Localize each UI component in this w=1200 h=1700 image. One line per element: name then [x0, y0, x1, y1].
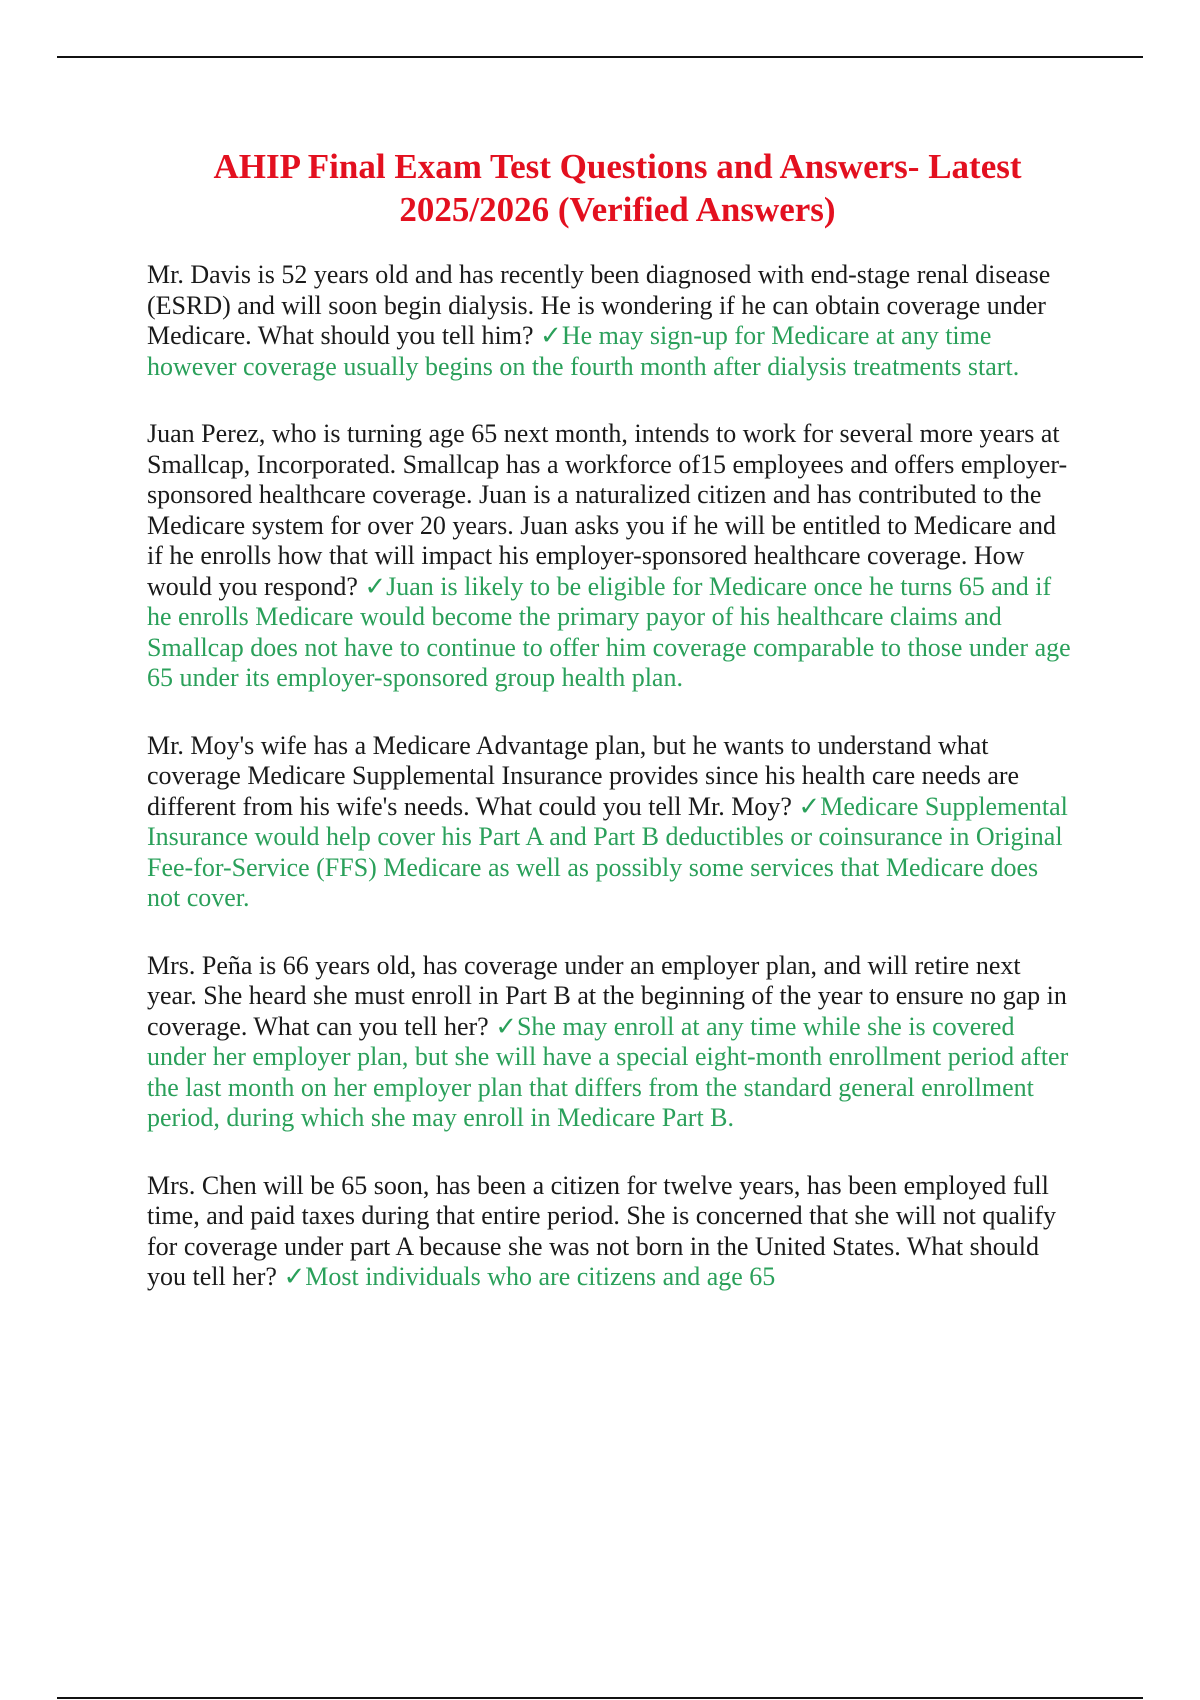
question-text: Mrs. Peña is 66 years old, has coverage under an employer plan, and will retire next year. She heard she must enroll in Part B at the beginning of the year to ensure no gap in coverage. What can you tell her? [147, 950, 1067, 1041]
question-text: Juan Perez, who is turning age 65 next month, intends to work for several more years at Smallcap, Incorporated. Smallcap has a workforce of15 employees and offers employer-sponsored healthcare coverage. Juan is a naturalized citizen and has contributed to the Medicare system for over 20 years. Juan asks you if he will be entitled to Medicare and if he enrolls how that will impact his employer-sponsored healthcare coverage. How would you respond? [147, 419, 1068, 601]
qa-item-davis [147, 260, 1072, 382]
answer-text: ✓Most individuals who are citizens and age 65 [283, 1262, 776, 1291]
answer-text: ✓He may sign-up for Medicare at any time however coverage usually begins on the fourth month after dialysis treatments start. [147, 321, 1020, 381]
bottom-rule [57, 1697, 1143, 1699]
qa-item-pena [147, 951, 1072, 1134]
question-text: Mrs. Chen will be 65 soon, has been a citizen for twelve years, has been employed full time, and paid taxes during that entire period. She is concerned that she will not qualify for coverage under part A because she was not born in the United States. What should you tell her? [147, 1170, 1057, 1291]
qa-list [147, 260, 1072, 1330]
document-title: AHIP Final Exam Test Questions and Answers- Latest 2025/2026 (Verified Answers) [213, 147, 1022, 229]
answer-text: ✓She may enroll at any time while she is covered under her employer plan, but she will have a special eight-month enrollment period after the last month on her employer plan that differs from the standard general enrollment period, during which she may enroll in Medicare Part B. [147, 1011, 1069, 1132]
qa-item-chen [147, 1171, 1072, 1293]
answer-text: ✓Medicare Supplemental Insurance would help cover his Part A and Part B deductibles or coinsurance in Original Fee-for-Service (FFS) Medicare as well as possibly some services that Medicare does not cover. [147, 791, 1068, 912]
question-text: Mr. Moy's wife has a Medicare Advantage plan, but he wants to understand what coverage Medicare Supplemental Insurance provides since his health care needs are different from his wife's needs. What could you tell Mr. Moy? [147, 730, 1020, 821]
qa-item-perez [147, 419, 1072, 694]
top-rule [57, 56, 1143, 58]
qa-item-moy [147, 731, 1072, 914]
question-text: Mr. Davis is 52 years old and has recently been diagnosed with end-stage renal disease (ESRD) and will soon begin dialysis. He is wondering if he can obtain coverage under Medicare. What should you tell him? [147, 260, 1051, 350]
answer-text: ✓Juan is likely to be eligible for Medicare once he turns 65 and if he enrolls Medicare would become the primary payor of his healthcare claims and Smallcap does not have to continue to offer him coverage comparable to those under age 65 under its employer-sponsored group health plan. [147, 571, 1071, 692]
